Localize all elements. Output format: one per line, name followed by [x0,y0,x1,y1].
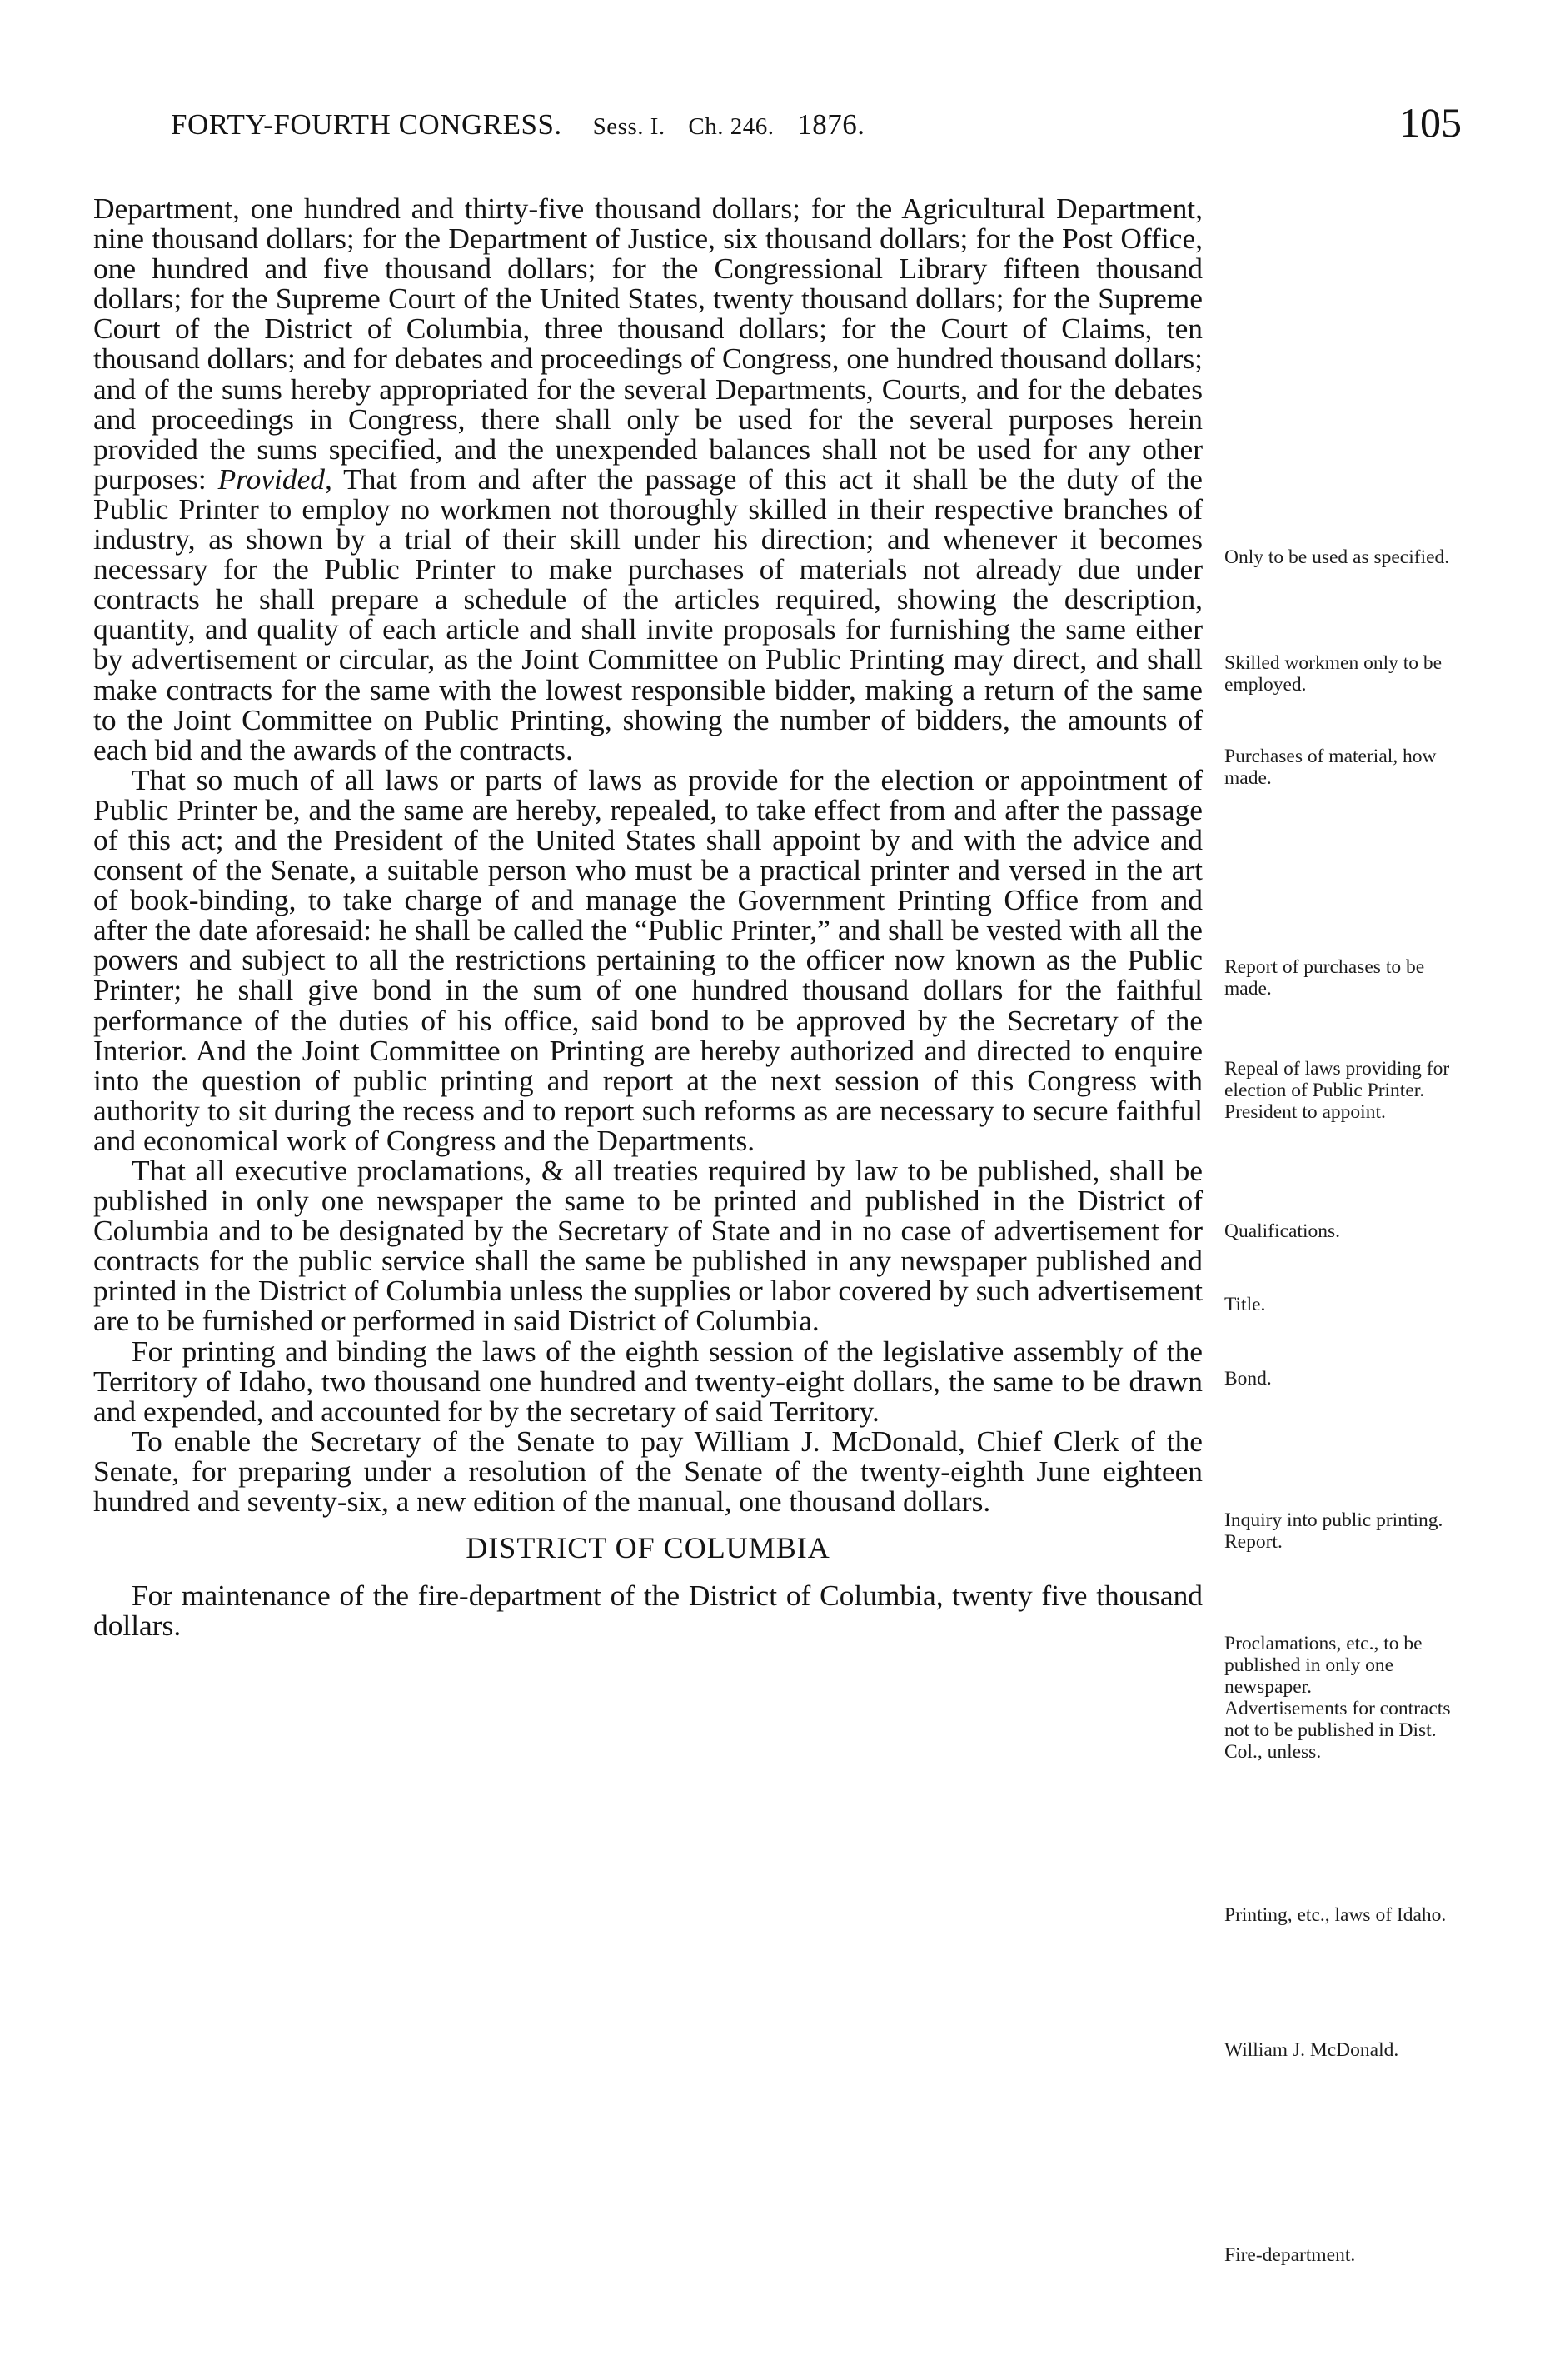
paragraph-idaho: For printing and binding the laws of the eighth session of the legislative assembly of the Territory of Idaho, two thousand one hundred and twenty-eight dollars, the same to be drawn and expended, and accounted for by the secretary of said Territory. [93,1334,1203,1428]
section-heading: DISTRICT OF COLUMBIA [466,1531,830,1565]
paragraph-appropriations [93,193,1203,765]
running-head-title [171,108,865,142]
margin-note: Only to be used as specified. [1224,546,1450,568]
congress-title: FORTY-FOURTH CONGRESS. [171,108,562,141]
session-label: Sess. I. [592,113,665,140]
margin-note: Proclamations, etc., to be published in only one newspaper. Advertisements for contracts not to be published in Dist. Col., unless. [1224,1633,1451,1763]
margin-note: Printing, etc., laws of Idaho. [1224,1904,1447,1926]
margin-note: Fire-department. [1224,2244,1356,2266]
margin-note: Skilled workmen only to be employed. [1224,652,1443,696]
margin-note: Inquiry into public printing. Report. [1224,1509,1443,1553]
paragraph-text: That from and after the passage of this act it shall be the duty of the Public Printer to employ no workmen not thoroughly skilled in their respective branches of industry, as shown by a trial of their skill under his direction; and whenever it becomes necessary for the Public Printer to make purchases of materials not already due under contracts he shall prepare a schedule of the articles required, showing the description, quantity, and quality of each article and shall invite proposals for furnishing the same either by advertisement or circular, as the Joint Committee on Public Printing may direct, and shall make contracts for the same with the lowest responsible bidder, making a return of the same to the Joint Committee on Public Printing, showing the number of bidders, the amounts of each bid and the awards of the contracts. [93,462,1203,766]
paragraph-fire-department: For maintenance of the fire-department of the District of Columbia, twenty five thousand dollars. [93,1579,1203,1643]
margin-note: Report of purchases to be made. [1224,956,1425,1000]
margin-note: Qualifications. [1224,1220,1341,1242]
margin-note: Purchases of material, how made. [1224,746,1437,789]
running-head [171,98,1462,165]
main-text-column [93,192,1203,1643]
chapter-label: Ch. 246. [688,113,775,140]
margin-note: Bond. [1224,1368,1272,1390]
paragraph-public-printer: That so much of all laws or parts of laws as provide for the election or appointment of Public Printer be, and the same are hereby, repealed, to take effect from and after the passage of this act; and the President of the United States shall appoint by and with the advice and consent of the Senate, a suitable person who must be a practical printer and versed in the art of book-binding, to take charge of and manage the Government Printing Office from and after the date aforesaid: he shall be called the “Public Printer,” and shall be vested with all the powers and subject to all the restrictions pertaining to the officer now known as the Public Printer; he shall give bond in the sum of one hundred thousand dollars for the faithful performance of the duties of his office, said bond to be approved by the Secretary of the Interior. And the Joint Committee on Printing are hereby authorized and directed to enquire into the question of public printing and report at the next session of this Congress with authority to sit during the recess and to report such reforms as are necessary to secure faithful and economical work of Congress and the Departments. [93,762,1203,1157]
margin-note: Title. [1224,1294,1266,1315]
page-number: 105 [1399,99,1462,146]
margin-note: William J. McDonald. [1224,2039,1399,2061]
margin-note: Repeal of laws providing for election of Public Printer. President to appoint. [1224,1058,1450,1123]
paragraph-mcdonald: To enable the Secretary of the Senate to pay William J. McDonald, Chief Clerk of the Senate, for preparing under a resolution of the Senate of the twenty-eighth June eighteen hundred and seventy-six, a new edition of the manual, one thousand dollars. [93,1424,1203,1519]
year-label: 1876. [797,108,865,141]
paragraph-proclamations: That all executive proclamations, & all treaties required by law to be published, shall be published in only one newspaper the same to be printed and published in the District of Columbia and to be designated by the Secretary of State and in no case of advertisement for contracts for the public service shall the same be published in any newspaper published and printed in the District of Columbia unless the supplies or labor covered by such advertisement are to be furnished or performed in said District of Columbia. [93,1154,1203,1338]
provided-word: Provided, [217,462,332,496]
paragraph-text: Department, one hundred and thirty-five thousand dollars; for the Agricultural Department, nine thousand dollars; for the Department of Justice, six thousand dollars; for the Post Office, one hundred and five thousand dollars; for the Congressional Library fifteen thousand dollars; for the Supreme Court of the United States, twenty thousand dollars; for the Supreme Court of the District of Columbia, three thousand dollars; for the Court of Claims, ten thousand dollars; and for debates and proceedings of Congress, one hundred thousand dollars; and of the sums hereby appropriated for the several Departments, Courts, and for the debates and proceedings in Congress, there shall only be used for the several purposes herein provided the sums specified, and the unexpended balances shall not be used for any other purposes: [93,192,1203,496]
